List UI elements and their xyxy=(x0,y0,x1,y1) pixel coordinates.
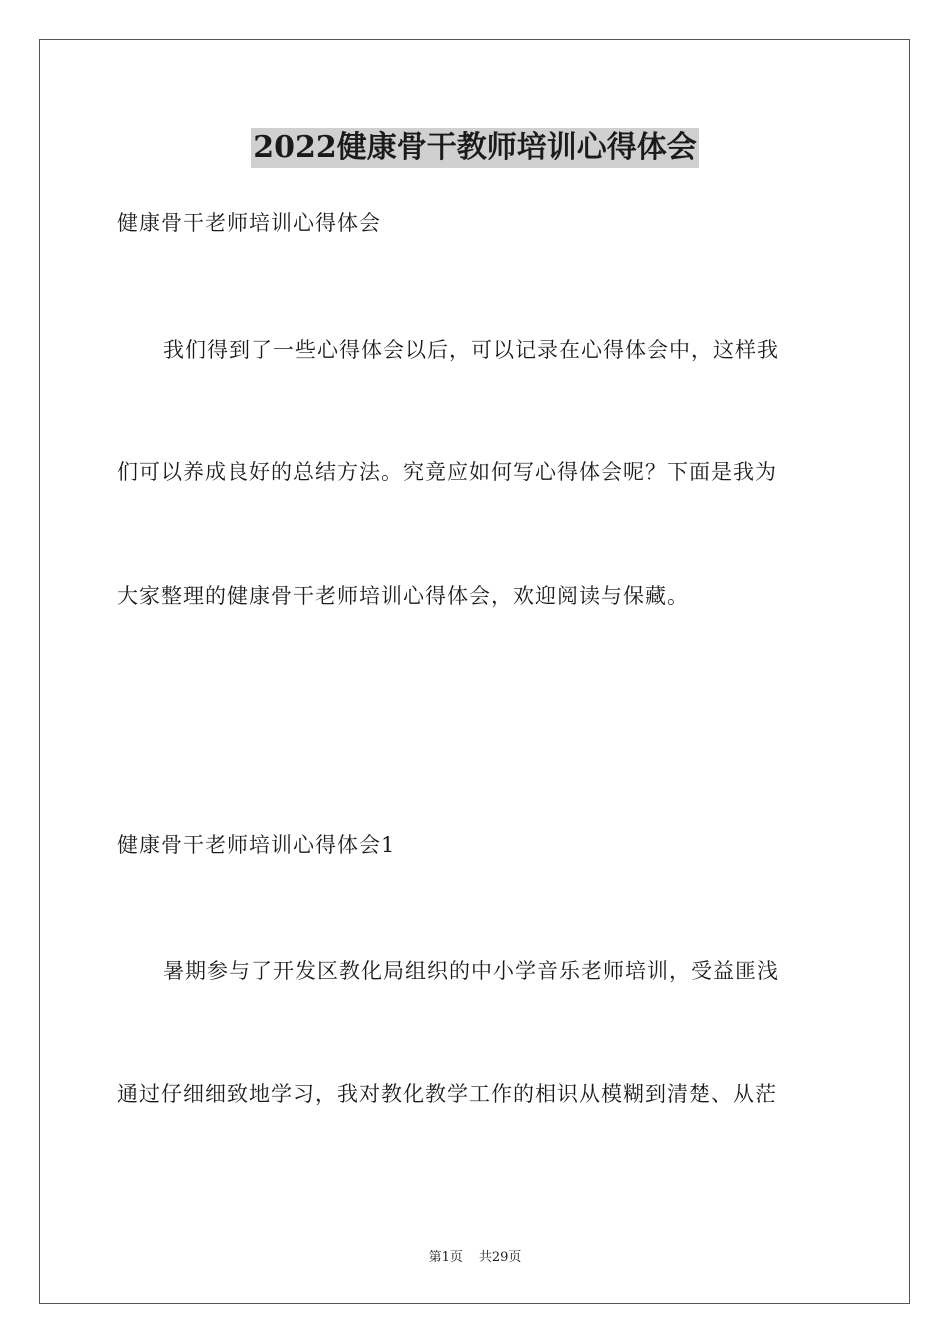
intro-line-1: 我们得到了一些心得体会以后，可以记录在心得体会中，这样我 xyxy=(163,338,779,362)
section-line-1: 暑期参与了开发区教化局组织的中小学音乐老师培训，受益匪浅 xyxy=(163,959,779,983)
document-subtitle: 健康骨干老师培训心得体会 xyxy=(117,211,381,235)
section-heading: 健康骨干老师培训心得体会1 xyxy=(117,833,396,857)
intro-line-3: 大家整理的健康骨干老师培训心得体会，欢迎阅读与保藏。 xyxy=(117,584,689,608)
document-title-text: 2022健康骨干教师培训心得体会 xyxy=(251,128,699,168)
intro-line-2: 们可以养成良好的总结方法。究竟应如何写心得体会呢？下面是我为 xyxy=(117,460,777,484)
page-number: 第1页 xyxy=(428,1250,463,1265)
page-footer xyxy=(0,1249,950,1267)
document-title xyxy=(0,128,950,168)
section-line-2: 通过仔细细致地学习，我对教化教学工作的相识从模糊到清楚、从茫 xyxy=(117,1082,777,1106)
total-pages: 共29页 xyxy=(478,1250,522,1265)
